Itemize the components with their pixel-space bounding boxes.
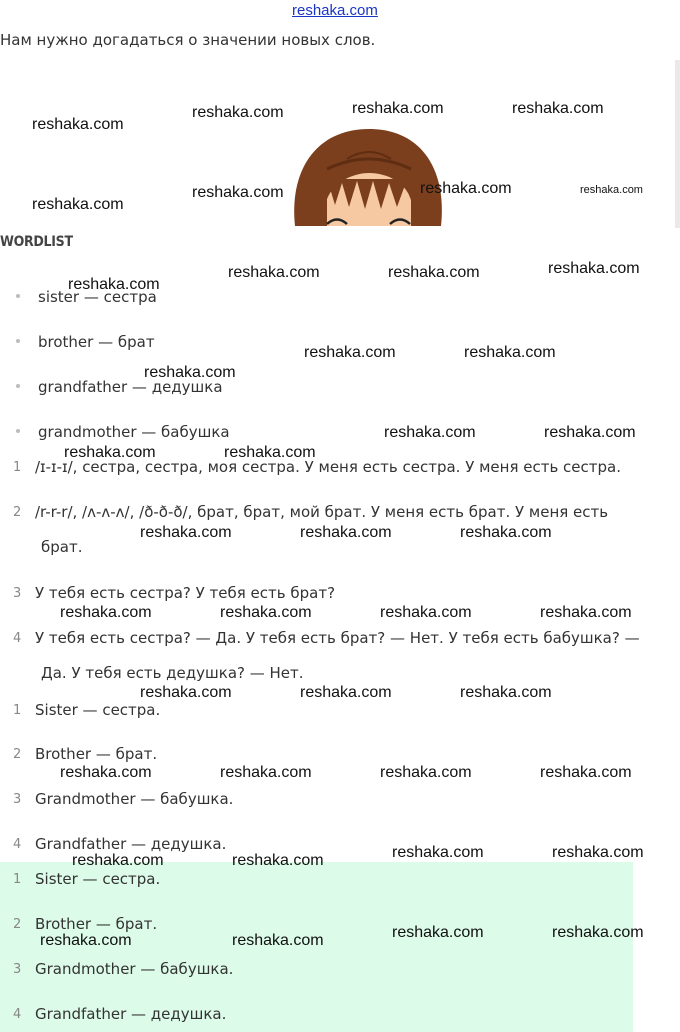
wordlist-item: sister — сестра	[16, 288, 157, 306]
bullet-icon	[16, 339, 20, 343]
watermark: reshaka.com	[548, 260, 640, 277]
bullet-icon	[16, 294, 20, 298]
watermark: reshaka.com	[300, 524, 392, 541]
watermark: reshaka.com	[544, 424, 636, 441]
watermark: reshaka.com	[60, 764, 152, 781]
watermark: reshaka.com	[232, 852, 324, 869]
watermark: reshaka.com	[300, 684, 392, 701]
watermark: reshaka.com	[384, 424, 476, 441]
watermark: reshaka.com	[32, 196, 124, 213]
watermark: reshaka.com	[392, 924, 484, 941]
bullet-icon	[16, 384, 20, 388]
watermark: reshaka.com	[540, 764, 632, 781]
watermark: reshaka.com	[460, 524, 552, 541]
site-link[interactable]: reshaka.com	[292, 2, 378, 19]
watermark: reshaka.com	[464, 344, 556, 361]
wordlist-item: brother — брат	[16, 333, 155, 351]
watermark: reshaka.com	[192, 184, 284, 201]
watermark: reshaka.com	[144, 364, 236, 381]
watermark: reshaka.com	[224, 444, 316, 461]
scrollbar[interactable]	[675, 60, 680, 228]
watermark: reshaka.com	[392, 844, 484, 861]
watermark: reshaka.com	[192, 104, 284, 121]
watermark: reshaka.com	[140, 524, 232, 541]
watermark: reshaka.com	[304, 344, 396, 361]
watermark: reshaka.com	[388, 264, 480, 281]
watermark: reshaka.com	[580, 184, 643, 196]
watermark: reshaka.com	[72, 852, 164, 869]
watermark: reshaka.com	[540, 604, 632, 621]
intro-text: Нам нужно догадаться о значении новых слов.	[0, 31, 376, 49]
watermark: reshaka.com	[68, 276, 160, 293]
watermark: reshaka.com	[380, 604, 472, 621]
watermark: reshaka.com	[552, 844, 644, 861]
watermark: reshaka.com	[40, 932, 132, 949]
watermark: reshaka.com	[420, 180, 512, 197]
watermark: reshaka.com	[512, 100, 604, 117]
wordlist-title: WORDLIST	[0, 234, 73, 250]
watermark: reshaka.com	[140, 684, 232, 701]
wordlist-item: grandfather — дедушка	[16, 378, 223, 396]
watermark: reshaka.com	[220, 604, 312, 621]
watermark: reshaka.com	[232, 932, 324, 949]
watermark: reshaka.com	[64, 444, 156, 461]
girl-illustration	[287, 129, 449, 226]
watermark: reshaka.com	[60, 604, 152, 621]
bullet-icon	[16, 429, 20, 433]
wordlist-item: grandmother — бабушка	[16, 423, 230, 441]
watermark: reshaka.com	[460, 684, 552, 701]
watermark: reshaka.com	[380, 764, 472, 781]
watermark: reshaka.com	[32, 116, 124, 133]
watermark: reshaka.com	[552, 924, 644, 941]
watermark: reshaka.com	[228, 264, 320, 281]
watermark: reshaka.com	[352, 100, 444, 117]
watermark: reshaka.com	[220, 764, 312, 781]
